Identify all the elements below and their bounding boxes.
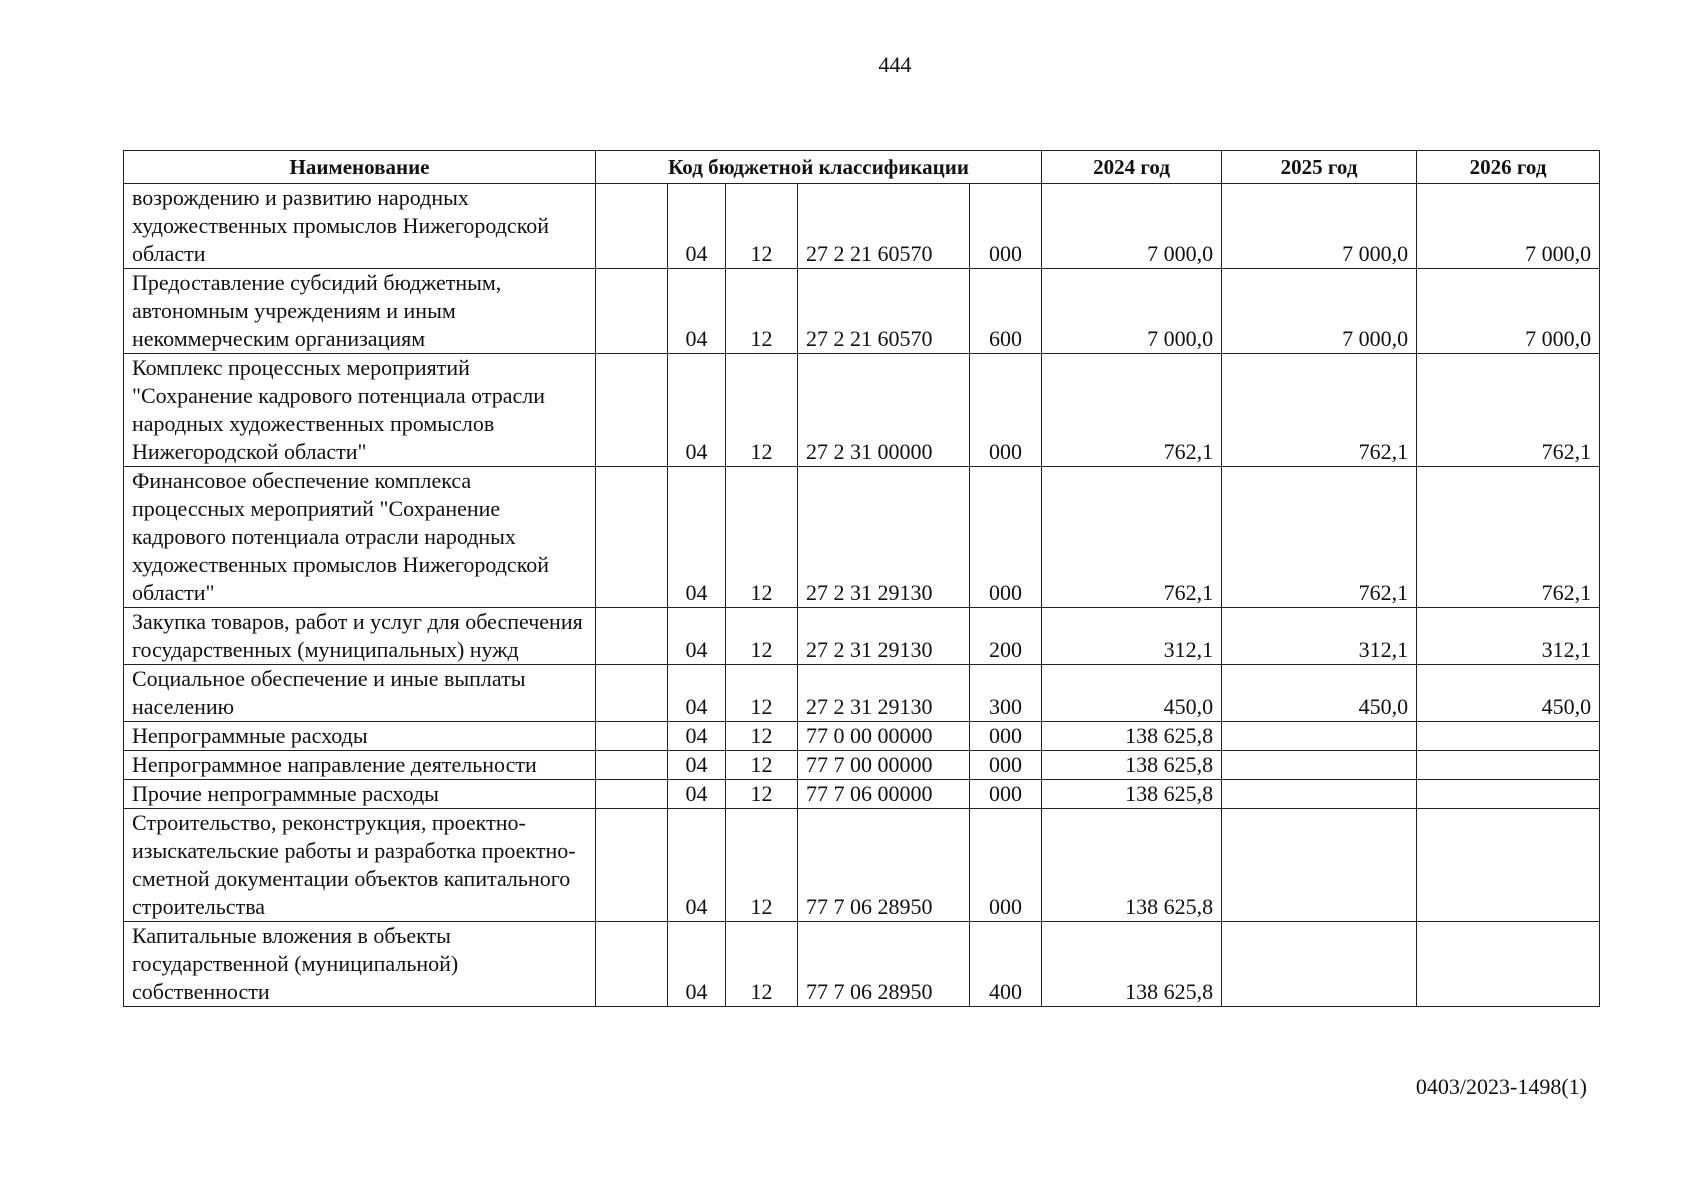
row-target-article-cell: 77 7 00 00000 [798, 751, 970, 780]
row-2026-cell [1417, 809, 1600, 922]
row-subsection-cell: 12 [726, 467, 798, 608]
row-name-cell: Финансовое обеспечение комплекса процессных мероприятий "Сохранение кадрового потенциала отрасли народных художественных промыслов Нижегородской области" [124, 467, 596, 608]
row-target-article-cell: 27 2 31 29130 [798, 467, 970, 608]
row-empty-cell [596, 809, 668, 922]
row-expense-type-cell: 000 [970, 184, 1042, 269]
row-2024-cell: 7 000,0 [1042, 269, 1222, 354]
row-expense-type-cell: 600 [970, 269, 1042, 354]
row-target-article-cell: 27 2 31 29130 [798, 665, 970, 722]
row-2025-cell: 312,1 [1222, 608, 1417, 665]
row-section-cell: 04 [668, 722, 726, 751]
table-row [124, 665, 1600, 722]
row-empty-cell [596, 608, 668, 665]
row-subsection-cell: 12 [726, 608, 798, 665]
row-2026-cell: 7 000,0 [1417, 184, 1600, 269]
row-section-cell: 04 [668, 184, 726, 269]
row-2025-cell: 7 000,0 [1222, 184, 1417, 269]
row-subsection-cell: 12 [726, 809, 798, 922]
row-empty-cell [596, 467, 668, 608]
row-2024-cell: 138 625,8 [1042, 922, 1222, 1007]
row-expense-type-cell: 200 [970, 608, 1042, 665]
row-2024-cell: 762,1 [1042, 354, 1222, 467]
row-2024-cell: 138 625,8 [1042, 722, 1222, 751]
table-row [124, 922, 1600, 1007]
row-expense-type-cell: 000 [970, 722, 1042, 751]
row-expense-type-cell: 400 [970, 922, 1042, 1007]
row-expense-type-cell: 000 [970, 780, 1042, 809]
row-expense-type-cell: 000 [970, 751, 1042, 780]
table-row [124, 780, 1600, 809]
row-target-article-cell: 77 0 00 00000 [798, 722, 970, 751]
row-2026-cell: 7 000,0 [1417, 269, 1600, 354]
row-subsection-cell: 12 [726, 722, 798, 751]
row-2024-cell: 138 625,8 [1042, 809, 1222, 922]
row-name-cell: возрождению и развитию народных художественных промыслов Нижегородской области [124, 184, 596, 269]
row-empty-cell [596, 722, 668, 751]
row-2026-cell [1417, 922, 1600, 1007]
row-subsection-cell: 12 [726, 922, 798, 1007]
row-target-article-cell: 27 2 21 60570 [798, 184, 970, 269]
row-empty-cell [596, 354, 668, 467]
row-2024-cell: 138 625,8 [1042, 751, 1222, 780]
row-section-cell: 04 [668, 780, 726, 809]
row-section-cell: 04 [668, 269, 726, 354]
header-2024: 2024 год [1042, 151, 1222, 184]
table-row [124, 467, 1600, 608]
row-2026-cell [1417, 751, 1600, 780]
table-row [124, 269, 1600, 354]
row-expense-type-cell: 000 [970, 809, 1042, 922]
table-row [124, 809, 1600, 922]
row-expense-type-cell: 000 [970, 354, 1042, 467]
row-target-article-cell: 77 7 06 28950 [798, 922, 970, 1007]
row-empty-cell [596, 665, 668, 722]
row-section-cell: 04 [668, 354, 726, 467]
row-empty-cell [596, 922, 668, 1007]
row-subsection-cell: 12 [726, 751, 798, 780]
row-name-cell: Капитальные вложения в объекты государственной (муниципальной) собственности [124, 922, 596, 1007]
row-section-cell: 04 [668, 922, 726, 1007]
row-2025-cell: 762,1 [1222, 354, 1417, 467]
table-row [124, 722, 1600, 751]
row-2024-cell: 762,1 [1042, 467, 1222, 608]
row-2024-cell: 450,0 [1042, 665, 1222, 722]
row-name-cell: Комплекс процессных мероприятий "Сохранение кадрового потенциала отрасли народных художественных промыслов Нижегородской области" [124, 354, 596, 467]
header-2025: 2025 год [1222, 151, 1417, 184]
row-2026-cell: 762,1 [1417, 354, 1600, 467]
header-code: Код бюджетной классификации [596, 151, 1042, 184]
table-row [124, 184, 1600, 269]
row-2025-cell [1222, 751, 1417, 780]
row-subsection-cell: 12 [726, 354, 798, 467]
header-name: Наименование [124, 151, 596, 184]
row-subsection-cell: 12 [726, 184, 798, 269]
row-2025-cell [1222, 722, 1417, 751]
row-name-cell: Социальное обеспечение и иные выплаты населению [124, 665, 596, 722]
row-section-cell: 04 [668, 608, 726, 665]
row-section-cell: 04 [668, 467, 726, 608]
row-name-cell: Непрограммные расходы [124, 722, 596, 751]
row-2025-cell: 7 000,0 [1222, 269, 1417, 354]
row-2026-cell [1417, 780, 1600, 809]
header-2026: 2026 год [1417, 151, 1600, 184]
row-2026-cell: 312,1 [1417, 608, 1600, 665]
row-name-cell: Прочие непрограммные расходы [124, 780, 596, 809]
row-empty-cell [596, 269, 668, 354]
row-empty-cell [596, 184, 668, 269]
row-2026-cell [1417, 722, 1600, 751]
row-2025-cell: 450,0 [1222, 665, 1417, 722]
row-name-cell: Непрограммное направление деятельности [124, 751, 596, 780]
row-subsection-cell: 12 [726, 665, 798, 722]
row-name-cell: Предоставление субсидий бюджетным, автономным учреждениям и иным некоммерческим организациям [124, 269, 596, 354]
row-expense-type-cell: 000 [970, 467, 1042, 608]
table-header-row [124, 151, 1600, 184]
row-section-cell: 04 [668, 809, 726, 922]
table-row [124, 608, 1600, 665]
row-target-article-cell: 27 2 21 60570 [798, 269, 970, 354]
row-empty-cell [596, 780, 668, 809]
row-2026-cell: 450,0 [1417, 665, 1600, 722]
row-subsection-cell: 12 [726, 269, 798, 354]
row-2024-cell: 312,1 [1042, 608, 1222, 665]
document-reference: 0403/2023-1498(1) [1415, 1074, 1587, 1099]
row-2024-cell: 138 625,8 [1042, 780, 1222, 809]
row-2025-cell: 762,1 [1222, 467, 1417, 608]
budget-table [123, 150, 1600, 1007]
table-row [124, 354, 1600, 467]
row-2025-cell [1222, 922, 1417, 1007]
page-number: 444 [878, 52, 912, 77]
row-target-article-cell: 27 2 31 00000 [798, 354, 970, 467]
row-target-article-cell: 27 2 31 29130 [798, 608, 970, 665]
row-2025-cell [1222, 780, 1417, 809]
row-name-cell: Строительство, реконструкция, проектно-изыскательские работы и разработка проектно-сметной документации объектов капитального строительства [124, 809, 596, 922]
row-2024-cell: 7 000,0 [1042, 184, 1222, 269]
row-target-article-cell: 77 7 06 28950 [798, 809, 970, 922]
row-2025-cell [1222, 809, 1417, 922]
row-2026-cell: 762,1 [1417, 467, 1600, 608]
row-expense-type-cell: 300 [970, 665, 1042, 722]
row-subsection-cell: 12 [726, 780, 798, 809]
row-target-article-cell: 77 7 06 00000 [798, 780, 970, 809]
row-name-cell: Закупка товаров, работ и услуг для обеспечения государственных (муниципальных) нужд [124, 608, 596, 665]
table-row [124, 751, 1600, 780]
row-empty-cell [596, 751, 668, 780]
row-section-cell: 04 [668, 665, 726, 722]
row-section-cell: 04 [668, 751, 726, 780]
